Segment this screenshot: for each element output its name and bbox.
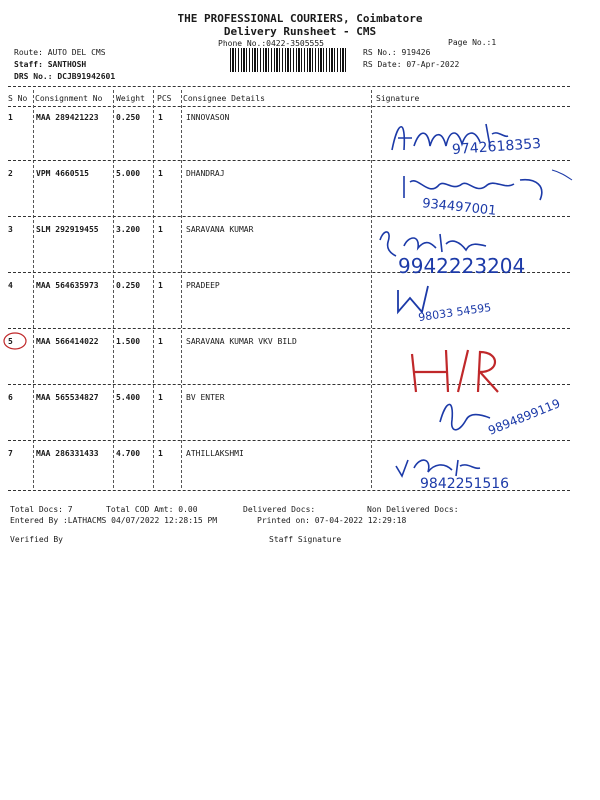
- row-consignee: DHANDRAJ: [186, 169, 225, 178]
- row-pcs: 1: [158, 113, 163, 122]
- row-rule: [8, 440, 570, 441]
- row-weight: 3.200: [116, 225, 141, 234]
- table-row: [0, 281, 600, 331]
- row-sno: 6: [8, 393, 13, 402]
- row-consignment: MAA 566414022: [36, 337, 99, 346]
- company-name: THE PROFESSIONAL COURIERS, Coimbatore: [177, 12, 423, 25]
- row-weight: 1.500: [116, 337, 141, 346]
- header-bottom-rule: [8, 106, 570, 107]
- row-rule: [8, 384, 570, 385]
- row-pcs: 1: [158, 449, 163, 458]
- signature-3-text: 9942223204: [398, 254, 526, 278]
- entered-by: Entered By :LATHACMS 04/07/2022 12:28:15 PM: [10, 516, 218, 525]
- drs-number: DRS No.: DCJB91942601: [14, 72, 116, 81]
- col-signature: Signature: [376, 94, 420, 103]
- rs-date: RS Date: 07-Apr-2022: [363, 60, 460, 69]
- row-consignment: MAA 286331433: [36, 449, 99, 458]
- rs-number: RS No.: 919426: [363, 48, 431, 57]
- row-consignment: VPM 4660515: [36, 169, 89, 178]
- signature-1-text: 9742618353: [451, 135, 542, 159]
- row-pcs: 1: [158, 281, 163, 290]
- non-delivered-docs: Non Delivered Docs:: [367, 505, 459, 514]
- total-cod-amount: Total COD Amt: 0.00: [106, 505, 198, 514]
- row-consignee: PRADEEP: [186, 281, 220, 290]
- row-pcs: 1: [158, 169, 163, 178]
- row-consignee: BV ENTER: [186, 393, 225, 402]
- page-number: Page No.:1: [448, 38, 497, 47]
- row-pcs: 1: [158, 393, 163, 402]
- table-row: [0, 169, 600, 219]
- row-sno: 4: [8, 281, 13, 290]
- staff-name: Staff: SANTHOSH: [14, 60, 87, 69]
- row-rule: [8, 160, 570, 161]
- col-weight: Weight: [116, 94, 145, 103]
- row-weight: 5.400: [116, 393, 141, 402]
- row-consignment: MAA 289421223: [36, 113, 99, 122]
- row-consignment: SLM 292919455: [36, 225, 99, 234]
- row-weight: 5.000: [116, 169, 141, 178]
- signature-6-text: 9894899119: [486, 396, 563, 438]
- row-pcs: 1: [158, 225, 163, 234]
- table-row: [0, 449, 600, 499]
- signature-4-text: 98033 54595: [417, 300, 493, 325]
- row-consignee: SARAVANA KUMAR: [186, 225, 254, 234]
- row-sno: 1: [8, 113, 13, 122]
- staff-signature: Staff Signature: [269, 535, 342, 544]
- row-sno: 7: [8, 449, 13, 458]
- row-consignee: ATHILLAKSHMI: [186, 449, 244, 458]
- row-weight: 0.250: [116, 113, 141, 122]
- signature-7-text: 9842251516: [420, 476, 510, 492]
- row-weight: 0.250: [116, 281, 141, 290]
- row-weight: 4.700: [116, 449, 141, 458]
- row-consignment: MAA 564635973: [36, 281, 99, 290]
- col-consignee: Consignee Details: [183, 94, 265, 103]
- row-consignment: MAA 565534827: [36, 393, 99, 402]
- row-consignee: SARAVANA KUMAR VKV BILD: [186, 337, 297, 346]
- header-top-rule: [8, 86, 570, 87]
- total-docs: Total Docs: 7: [10, 505, 73, 514]
- delivered-docs: Delivered Docs:: [243, 505, 316, 514]
- row-sno: 3: [8, 225, 13, 234]
- row-rule: [8, 328, 570, 329]
- verified-by: Verified By: [10, 535, 63, 544]
- row-sno: 5: [8, 337, 13, 346]
- col-pcs: PCS: [157, 94, 172, 103]
- row-consignee: INNOVASON: [186, 113, 230, 122]
- barcode: [230, 48, 348, 72]
- col-consignment: Consignment No: [35, 94, 103, 103]
- row-pcs: 1: [158, 337, 163, 346]
- row-sno: 2: [8, 169, 13, 178]
- col-sno: S No: [8, 94, 28, 103]
- table-row: [0, 337, 600, 387]
- printed-on: Printed on: 07-04-2022 12:29:18: [257, 516, 407, 525]
- document-title: Delivery Runsheet - CMS: [223, 25, 377, 38]
- route: Route: AUTO DEL CMS: [14, 48, 106, 57]
- signature-2-text: 934497001: [421, 196, 498, 219]
- phone-number: Phone No.:0422-3505555: [218, 39, 324, 48]
